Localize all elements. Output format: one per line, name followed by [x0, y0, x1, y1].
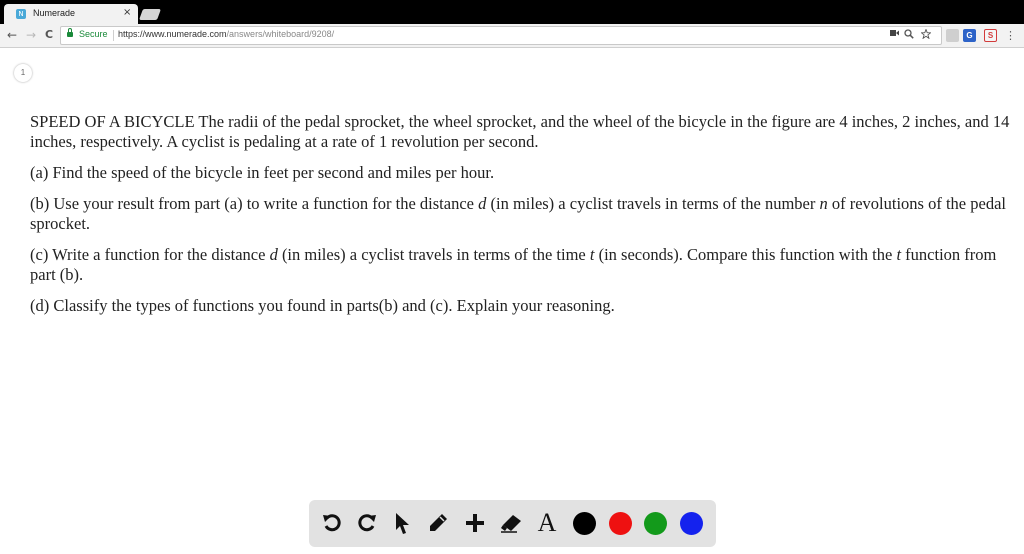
- secure-label: Secure: [79, 29, 108, 39]
- color-blue-swatch[interactable]: [680, 512, 703, 535]
- problem-part-a: (a) Find the speed of the bicycle in feet per second and miles per hour.: [30, 163, 495, 182]
- url-domain: https://www.numerade.com: [118, 29, 227, 39]
- part-b-after: of revolutions of the pedal sprocket.: [30, 194, 1006, 233]
- zoom-icon[interactable]: [904, 29, 914, 43]
- lock-icon: [67, 32, 73, 37]
- drawing-toolbar: [309, 500, 716, 547]
- extension-gray-icon[interactable]: [946, 29, 959, 42]
- forward-icon[interactable]: →: [25, 28, 37, 42]
- omnibox-divider: [113, 30, 114, 41]
- redo-icon[interactable]: [355, 511, 379, 535]
- problem-part-d: (d) Classify the types of functions you found in parts(b) and (c). Explain your reasoning.: [30, 296, 615, 315]
- extension-g-icon[interactable]: G: [963, 29, 976, 42]
- var-t: t: [589, 245, 595, 264]
- pen-icon[interactable]: [426, 511, 450, 535]
- problem-intro: SPEED OF A BICYCLE The radii of the pedal sprocket, the wheel sprocket, and the wheel of the bicycle in the figure are 4 inches, 2 inches, and 14 inches, respectively. A cyclist is pedaling at a rate of 1 revolution per second.: [30, 112, 1010, 151]
- part-b-before: (b) Use your result from part (a) to write a function for the distance: [30, 194, 474, 213]
- browser-menu-icon[interactable]: ⋮: [1005, 29, 1016, 42]
- tab-strip: [0, 0, 1024, 24]
- tab-title: Numerade: [33, 8, 76, 18]
- var-d: d: [478, 194, 487, 213]
- part-c-middle: (in miles) a cyclist travels in terms of the time: [281, 245, 586, 264]
- pointer-icon[interactable]: [390, 511, 414, 535]
- eraser-icon[interactable]: [499, 511, 523, 535]
- address-bar[interactable]: [60, 26, 942, 45]
- browser-tab[interactable]: [4, 4, 138, 24]
- browser-toolbar: [0, 24, 1024, 48]
- tab-close-icon[interactable]: ×: [123, 7, 132, 18]
- color-green-swatch[interactable]: [644, 512, 667, 535]
- bookmark-star-icon[interactable]: [921, 29, 931, 43]
- text-icon[interactable]: A: [537, 508, 557, 537]
- url-text[interactable]: [118, 29, 334, 39]
- problem-part-c: [30, 245, 1020, 285]
- problem-text: [30, 112, 1020, 327]
- camera-icon[interactable]: [890, 29, 899, 41]
- var-t: t: [896, 245, 902, 264]
- add-icon[interactable]: [463, 511, 487, 535]
- var-d: d: [269, 245, 278, 264]
- new-tab-button[interactable]: [139, 9, 161, 20]
- part-b-middle: (in miles) a cyclist travels in terms of the number: [490, 194, 816, 213]
- page-number-badge[interactable]: 1: [14, 64, 32, 82]
- color-red-swatch[interactable]: [609, 512, 632, 535]
- part-c-after-t: (in seconds). Compare this function with the: [598, 245, 893, 264]
- undo-icon[interactable]: [320, 511, 344, 535]
- problem-part-b: [30, 194, 1020, 234]
- part-c-after: function from part (b).: [30, 245, 997, 284]
- numerade-favicon-icon: N: [16, 9, 26, 19]
- url-path: /answers/whiteboard/9208/: [226, 29, 335, 39]
- var-n: n: [819, 194, 828, 213]
- color-black-swatch[interactable]: [573, 512, 596, 535]
- extension-shield-icon[interactable]: S: [984, 29, 997, 42]
- reload-icon[interactable]: C: [44, 28, 54, 41]
- back-icon[interactable]: ←: [6, 28, 18, 42]
- part-c-before: (c) Write a function for the distance: [30, 245, 266, 264]
